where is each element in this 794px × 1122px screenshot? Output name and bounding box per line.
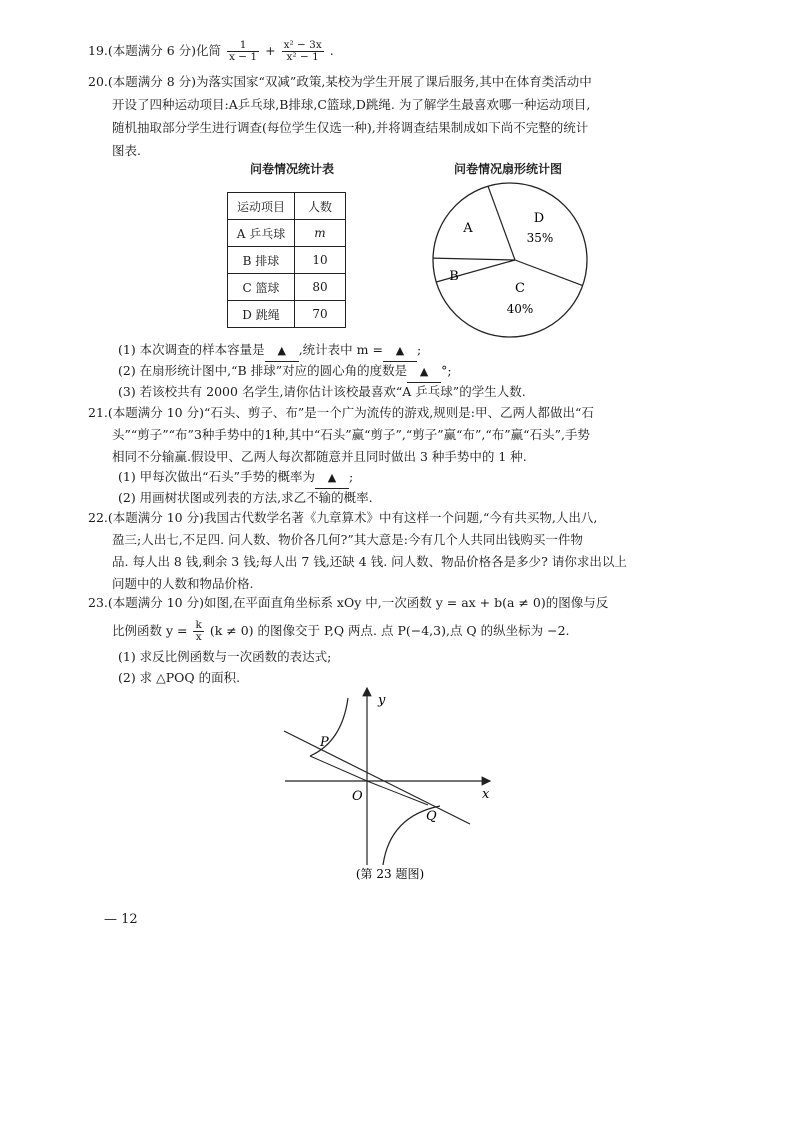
table-cell: D 跳绳 — [228, 301, 295, 328]
pie-label-a: A — [463, 221, 473, 236]
q19 — [88, 40, 334, 63]
pie-slice-boundary-b — [436, 260, 515, 282]
q23-line2: 比例函数 y = $\frac{k}{x}$ (k ≠ 0) 的图像交于 P,Q 两点. 点 P(−4,3),点 Q 的纵坐标为 −2. — [112, 619, 570, 643]
q19-frac1: $\frac{1}{x - 1}$ — [229, 39, 258, 63]
page-number: — 12 — [104, 912, 138, 927]
blank: ▲ — [383, 341, 417, 362]
pie-label-b: B — [449, 269, 459, 284]
table-cell: A 乒乓球 — [228, 220, 295, 247]
pie-pct-c: 40% — [506, 302, 534, 316]
q20-sub3: (3) 若该校共有 2000 名学生,请你估计该校最喜欢“A 乒乓球”的学生人数. — [118, 384, 526, 399]
q23-line1: 23.(本题满分 10 分)如图,在平面直角坐标系 xOy 中,一次函数 y = ax + b(a ≠ 0)的图像与反 — [88, 595, 609, 610]
table-header-cell: 人数 — [295, 193, 346, 220]
q19-label: 19.(本题满分 6 分)化简 — [88, 43, 222, 58]
pie-title: 问卷情况扇形统计图 — [454, 162, 563, 176]
q23-frac: $\frac{k}{x}$ — [195, 619, 202, 643]
q20-line2: 开设了四种运动项目:A乒乓球,B排球,C篮球,D跳绳. 为了解学生最喜欢哪一种运动项目, — [112, 97, 591, 112]
table-row — [228, 274, 346, 301]
blank: ▲ — [407, 362, 441, 383]
table-cell: 80 — [295, 274, 346, 301]
table-row — [228, 301, 346, 328]
pie-chart — [430, 180, 590, 340]
pie-label-d: D — [533, 211, 545, 226]
stat-table — [227, 192, 346, 328]
fig-p-label: P — [320, 735, 329, 750]
q20-sub1: (1) 本次调查的样本容量是 ▲ ,统计表中 m = ▲ ; — [118, 340, 421, 362]
table-row — [228, 220, 346, 247]
blank: ▲ — [265, 341, 299, 362]
line-graph — [284, 731, 470, 824]
q22-line1: 22.(本题满分 10 分)我国古代数学名著《九章算术》中有这样一个问题,“今有共买物,人出八, — [88, 510, 598, 525]
blank: ▲ — [315, 468, 349, 489]
q21-line1: 21.(本题满分 10 分)“石头、剪子、布”是一个广为流传的游戏,规则是:甲、乙两人都做出“石 — [88, 405, 594, 420]
table-header-cell: 运动项目 — [228, 193, 295, 220]
q23-sub1: (1) 求反比例函数与一次函数的表达式; — [118, 649, 332, 664]
fig-y-label: y — [378, 693, 386, 708]
fig-o-label: O — [352, 789, 363, 804]
pie-pct-d: 35% — [526, 231, 554, 245]
q20-sub2: (2) 在扇形统计图中,“B 排球”对应的圆心角的度数是 ▲ °; — [118, 361, 452, 383]
q19-plus: + — [265, 43, 276, 58]
table-cell: C 篮球 — [228, 274, 295, 301]
q22-line3: 品. 每人出 8 钱,剩余 3 钱;每人出 7 钱,还缺 4 钱. 问人数、物品价格各是多少? 请你求出以上 — [112, 554, 627, 569]
q22-line4: 问题中的人数和物品价格. — [112, 576, 254, 591]
table-cell: B 排球 — [228, 247, 295, 274]
table-row — [228, 247, 346, 274]
q21-line3: 相同不分输赢.假设甲、乙两人每次都随意并且同时做出 3 种手势中的 1 种. — [112, 449, 527, 464]
pie-slice-boundary-d — [488, 186, 515, 260]
q20-line3: 随机抽取部分学生进行调查(每位学生仅选一种),并将调查结果制成如下尚不完整的统计 — [112, 120, 589, 135]
table-header-row — [228, 193, 346, 220]
q21-sub1: (1) 甲每次做出“石头”手势的概率为 ▲ ; — [118, 467, 353, 489]
q22-line2: 盈三;人出七,不足四. 问人数、物价各几何?”其大意是:今有几个人共同出钱购买一件物 — [112, 532, 583, 547]
pie-slice-boundary-c — [515, 260, 583, 286]
q19-frac2: $\frac{\text{x² − 3x}}{\text{x² − 1}}$ — [283, 39, 322, 63]
pie-label-c: C — [515, 281, 525, 296]
segment-oq — [367, 781, 428, 805]
fig-x-label: x — [482, 787, 490, 802]
table-cell: m — [295, 220, 346, 247]
fig-q-label: Q — [426, 809, 437, 824]
q23-figure — [270, 680, 510, 890]
table-cell: 70 — [295, 301, 346, 328]
q21-sub2: (2) 用画树状图或列表的方法,求乙不输的概率. — [118, 490, 373, 505]
q23-sub2: (2) 求 △POQ 的面积. — [118, 670, 241, 685]
fig-caption: (第 23 题图) — [355, 867, 425, 881]
table-cell: 10 — [295, 247, 346, 274]
q21-line2: 头”“剪子”“布”3种手势中的1种,其中“石头”赢“剪子”,“剪子”赢“布”,“布”赢“石头”,手势 — [112, 427, 590, 442]
q20-line4: 图表. — [112, 143, 141, 158]
q19-end: . — [329, 43, 334, 58]
table-title: 问卷情况统计表 — [250, 162, 335, 176]
q20-line1: 20.(本题满分 8 分)为落实国家“双减”政策,某校为学生开展了课后服务,其中在体育类活动中 — [88, 74, 592, 89]
pie-slice-boundary-a — [433, 258, 515, 260]
